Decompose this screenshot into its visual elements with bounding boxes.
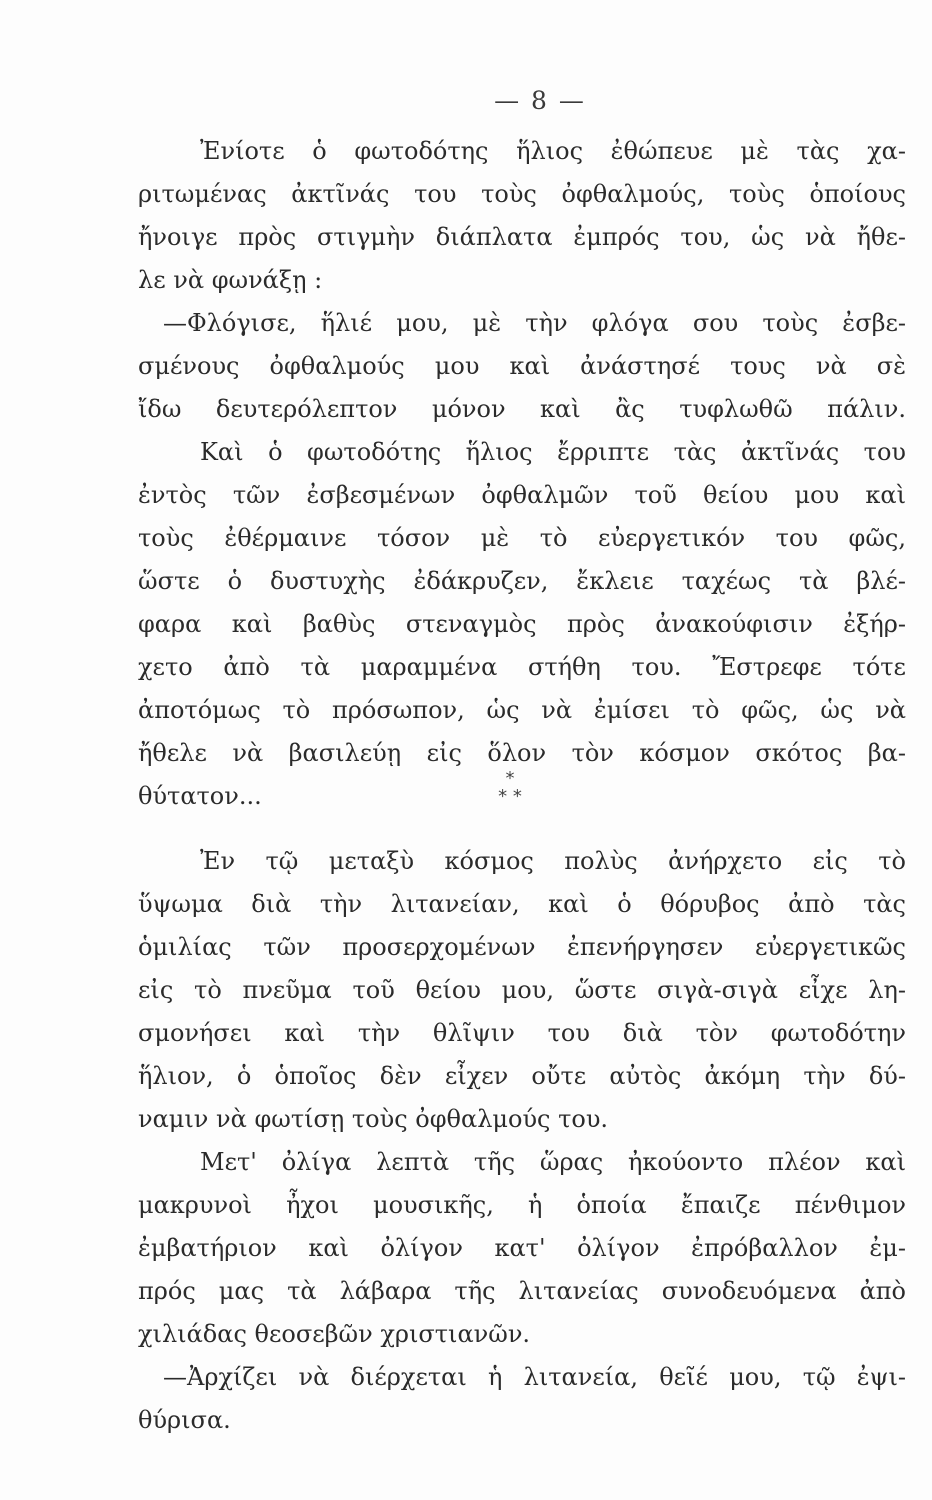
- paragraph-line: ἴδω δευτερόλεπτον μόνον καὶ ἂς τυφλωθῶ πάλιν.: [138, 395, 906, 423]
- paragraph-line: λε νὰ φωνάξῃ :: [138, 266, 323, 294]
- paragraph-line: ὥστε ὁ δυστυχὴς ἐδάκρυζεν, ἔκλειε ταχέως τὰ βλέ-: [138, 567, 906, 595]
- paragraph-line: ἤθελε νὰ βασιλεύῃ εἰς ὅλον τὸν κόσμον σκότος βα-: [138, 739, 906, 767]
- text-section-2: [138, 840, 906, 1442]
- paragraph-line: χετο ἀπὸ τὰ μαραμμένα στήθη του. Ἔστρεφε τότε: [138, 653, 906, 681]
- paragraph-line: ἀποτόμως τὸ πρόσωπον, ὡς νὰ ἐμίσει τὸ φῶς, ὡς νὰ: [138, 696, 906, 724]
- separator-bottom-stars: * *: [498, 786, 522, 807]
- paragraph-line: ὕψωμα διὰ τὴν λιτανείαν, καὶ ὁ θόρυβος ἀπὸ τὰς: [138, 890, 906, 918]
- paragraph-line: φαρα καὶ βαθὺς στεναγμὸς πρὸς ἀνακούφισιν ἐξήρ-: [138, 610, 906, 638]
- paragraph-line: ὁμιλίας τῶν προσερχομένων ἐπενήργησεν εὐεργετικῶς: [138, 933, 906, 961]
- section-separator: [470, 770, 550, 806]
- paragraph-line: ἤνοιγε πρὸς στιγμὴν διάπλατα ἐμπρός του, ὡς νὰ ἤθε-: [138, 223, 906, 251]
- page-number: — 8 —: [494, 86, 586, 115]
- paragraph-line: ἐντὸς τῶν ἐσβεσμένων ὀφθαλμῶν τοῦ θείου μου καὶ: [138, 481, 906, 509]
- text-section-1: [138, 130, 906, 818]
- paragraph-line: ριτωμένας ἀκτῖνάς του τοὺς ὀφθαλμούς, τοὺς ὁποίους: [138, 180, 906, 208]
- paragraph-line: χιλιάδας θεοσεβῶν χριστιανῶν.: [138, 1320, 531, 1348]
- separator-top-star: *: [505, 768, 515, 789]
- paragraph-line: ναμιν νὰ φωτίσῃ τοὺς ὀφθαλμούς του.: [138, 1105, 609, 1133]
- paragraph-line: πρός μας τὰ λάβαρα τῆς λιτανείας συνοδευόμενα ἀπὸ: [138, 1277, 906, 1305]
- paragraph-line: —Ἀρχίζει νὰ διέρχεται ἡ λιτανεία, θεῖέ μου, τῷ ἐψι-: [163, 1363, 906, 1391]
- paragraph-line: θύτατον...: [138, 782, 262, 810]
- paragraph-line: εἰς τὸ πνεῦμα τοῦ θείου μου, ὥστε σιγὰ-σιγὰ εἶχε λη-: [138, 976, 906, 1004]
- paragraph-line: —Φλόγισε, ἥλιέ μου, μὲ τὴν φλόγα σου τοὺς ἐσβε-: [163, 309, 906, 337]
- paragraph-line: Καὶ ὁ φωτοδότης ἥλιος ἔρριπτε τὰς ἀκτῖνάς του: [200, 438, 906, 466]
- paragraph-line: μακρυνοὶ ἦχοι μουσικῆς, ἡ ὁποία ἔπαιζε πένθιμον: [138, 1191, 906, 1219]
- paragraph-line: Ἐν τῷ μεταξὺ κόσμος πολὺς ἀνήρχετο εἰς τὸ: [200, 847, 906, 875]
- paragraph-line: Μετ' ὀλίγα λεπτὰ τῆς ὥρας ἠκούοντο πλέον καὶ: [200, 1148, 906, 1176]
- paragraph-line: ἐμβατήριον καὶ ὀλίγον κατ' ὀλίγον ἐπρόβαλλον ἐμ-: [138, 1234, 906, 1262]
- paragraph-line: Ἐνίοτε ὁ φωτοδότης ἥλιος ἐθώπευε μὲ τὰς χα-: [200, 137, 906, 165]
- paragraph-line: τοὺς ἐθέρμαινε τόσον μὲ τὸ εὐεργετικόν του φῶς,: [138, 524, 906, 552]
- paragraph-line: ἥλιον, ὁ ὁποῖος δὲν εἶχεν οὔτε αὐτὸς ἀκόμη τὴν δύ-: [138, 1062, 906, 1090]
- paragraph-line: σμονήσει καὶ τὴν θλῖψιν του διὰ τὸν φωτοδότην: [138, 1019, 906, 1047]
- paragraph-line: θύρισα.: [138, 1406, 231, 1434]
- paragraph-line: σμένους ὀφθαλμούς μου καὶ ἀνάστησέ τους νὰ σὲ: [138, 352, 906, 380]
